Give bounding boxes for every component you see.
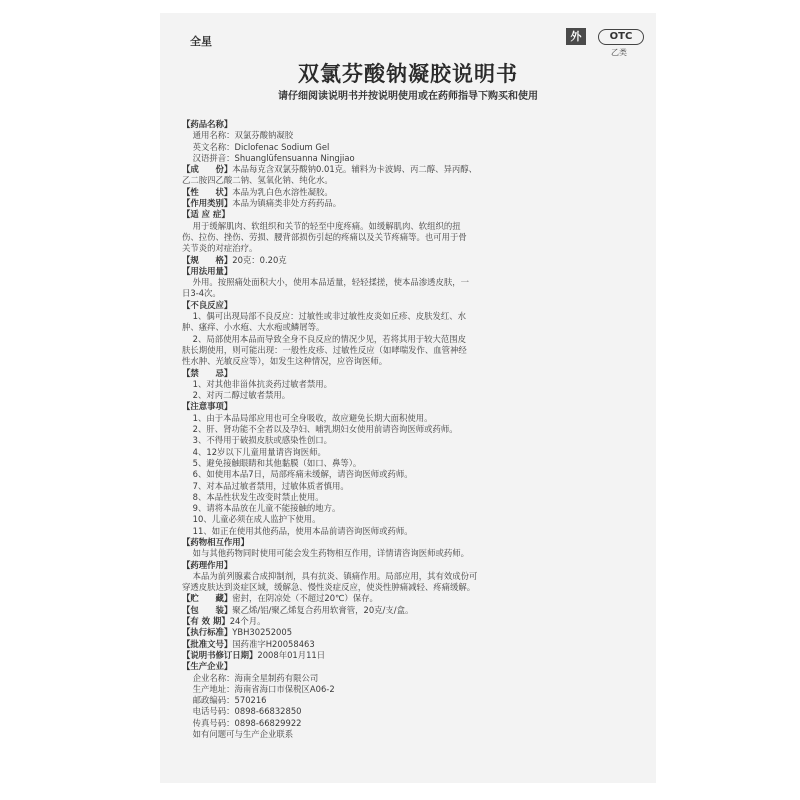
line-text: 乙二胺四乙酸二钠、氢氧化钠、纯化水。 [182, 175, 333, 186]
content-line [182, 345, 638, 356]
line-text: 10、儿童必须在成人监护下使用。 [182, 514, 321, 525]
section-label: 【性 状】 [182, 186, 233, 197]
line-text: 通用名称：双氯芬酸钠凝胶 [182, 130, 294, 141]
line-text: 外用。按照痛处面积大小，使用本品适量，轻轻揉搓，使本品渗透皮肤，一 [182, 277, 470, 288]
line-text: 如与其他药物同时使用可能会发生药物相互作用，详情请咨询医师或药师。 [182, 548, 470, 559]
line-text: 1、由于本品局部应用也可全身吸收，故应避免长期大面积使用。 [182, 412, 433, 423]
content-line [182, 164, 638, 175]
content-line [182, 390, 638, 401]
content-line [182, 266, 638, 277]
content-line [182, 492, 638, 503]
otc-badge: OTC [598, 29, 644, 45]
section-label: 【批准文号】 [182, 638, 233, 649]
line-text: 邮政编码：570216 [182, 695, 267, 706]
line-text: 8、本品性状发生改变时禁止使用。 [182, 491, 324, 502]
section-label: 【适 应 症】 [182, 209, 230, 220]
content-line [182, 153, 638, 164]
content-line [182, 514, 638, 525]
line-text: 2008年01月11日 [257, 649, 326, 660]
content-line [182, 232, 638, 243]
content-line [182, 537, 638, 548]
section-label: 【不良反应】 [182, 299, 233, 310]
line-text: 9、请将本品放在儿童不能接触的地方。 [182, 503, 341, 514]
line-text: 用于缓解肌肉、软组织和关节的轻至中度疼痛。如缓解肌肉、软组织的扭 [182, 220, 461, 231]
document-subtitle: 请仔细阅读说明书并按说明使用或在药师指导下购买和使用 [278, 91, 538, 102]
line-text: 如有问题可与生产企业联系 [182, 729, 294, 740]
line-text: 性水肿、光敏反应等），如发生这种情况，应咨询医师。 [182, 356, 388, 367]
content-line [182, 311, 638, 322]
line-text: 2、局部使用本品而导致全身不良反应的情况少见，若将其用于较大范围皮 [182, 333, 466, 344]
content-line [182, 401, 638, 412]
content-line [182, 209, 638, 220]
section-label: 【执行标准】 [182, 627, 233, 638]
brand-logo: 全星 [190, 35, 212, 48]
content-line [182, 571, 638, 582]
section-label: 【药品名称】 [182, 119, 233, 129]
content-line [182, 593, 638, 604]
line-text: 4、12岁以下儿童用量请咨询医师。 [182, 446, 326, 457]
otc-class-label: 乙类 [611, 48, 627, 57]
content-line [182, 424, 638, 435]
content-line [182, 288, 638, 299]
content-line [182, 627, 638, 638]
line-text: 7、对本品过敏者禁用，过敏体质者慎用。 [182, 480, 349, 491]
content-line [182, 706, 638, 717]
line-text: 汉语拼音：Shuanglüfensuanna Ningjiao [182, 152, 355, 163]
content-line [182, 582, 638, 593]
content-line [182, 277, 638, 288]
line-text: YBH30252005 [232, 627, 293, 638]
content-line [182, 560, 638, 571]
content-line [182, 469, 638, 480]
section-label: 【成 份】 [182, 164, 233, 175]
line-text: 本品为前列腺素合成抑制剂，具有抗炎、镇痛作用。局部应用，其有效成份可 [182, 570, 478, 581]
document-title: 双氯芬酸钠凝胶说明书 [298, 62, 518, 86]
line-text: 生产地址：海南省海口市保税区A06-2 [182, 683, 335, 694]
line-text: 日3-4次。 [182, 288, 221, 299]
line-text: 企业名称：海南全星制药有限公司 [182, 672, 319, 683]
content-line [182, 187, 638, 198]
content-line [182, 718, 638, 729]
line-text: 本品为乳白色水溶性凝胶。 [232, 186, 333, 197]
line-text: 关节炎的对症治疗。 [182, 243, 258, 254]
content-line [182, 175, 638, 186]
section-label: 【贮 藏】 [182, 593, 233, 604]
leaflet-content [182, 119, 638, 740]
content-line [182, 334, 638, 345]
line-text: 5、避免接触眼睛和其他黏膜（如口、鼻等）。 [182, 457, 362, 468]
content-line [182, 447, 638, 458]
content-line [182, 526, 638, 537]
content-line [182, 684, 638, 695]
section-label: 【药物相互作用】 [182, 536, 249, 547]
content-line [182, 130, 638, 141]
content-line [182, 322, 638, 333]
line-text: 11、如正在使用其他药品，使用本品前请咨询医师或药师。 [182, 525, 413, 536]
section-label: 【生产企业】 [182, 661, 233, 672]
content-line [182, 119, 638, 130]
section-label: 【包 装】 [182, 604, 233, 615]
line-text: 2、对丙二醇过敏者禁用。 [182, 390, 291, 401]
section-label: 【用法用量】 [182, 265, 233, 276]
content-line [182, 243, 638, 254]
line-text: 3、不得用于破损皮肤或感染性创口。 [182, 435, 332, 446]
content-line [182, 616, 638, 627]
content-line [182, 142, 638, 153]
section-label: 【药理作用】 [182, 559, 233, 570]
line-text: 聚乙烯/铝/聚乙烯复合药用软膏管，20克/支/盒。 [232, 604, 414, 615]
line-text: 1、对其他非甾体抗炎药过敏者禁用。 [182, 378, 332, 389]
line-text: 传真号码：0898-66829922 [182, 717, 302, 728]
section-label: 【规 格】 [182, 254, 233, 265]
content-line [182, 221, 638, 232]
content-line [182, 198, 638, 209]
line-text: 6、如使用本品7日，局部疼痛未缓解，请咨询医师或药师。 [182, 469, 413, 480]
content-line [182, 368, 638, 379]
line-text: 1、偶可出现局部不良反应：过敏性或非过敏性皮炎如丘疹、皮肤发红、水 [182, 311, 466, 322]
line-text: 本品每克含双氯芬酸钠0.01克。辅料为卡波姆、丙二醇、异丙醇、 [232, 164, 478, 175]
content-line [182, 661, 638, 672]
content-line [182, 435, 638, 446]
section-label: 【注意事项】 [182, 401, 233, 412]
content-line [182, 356, 638, 367]
line-text: 本品为镇痛类非处方药药品。 [232, 198, 342, 209]
line-text: 密封，在阴凉处（不超过20℃）保存。 [232, 593, 378, 604]
line-text: 肿、瘙痒、小水疱、大水疱或鳞屑等。 [182, 322, 325, 333]
content-line [182, 548, 638, 559]
content-line [182, 503, 638, 514]
external-use-badge: 外 [566, 28, 586, 45]
section-label: 【禁 忌】 [182, 367, 233, 378]
content-line [182, 300, 638, 311]
line-text: 20克：0.20克 [232, 254, 287, 265]
line-text: 伤、拉伤、挫伤、劳损、腰背部损伤引起的疼痛以及关节疼痛等。也可用于骨 [182, 231, 467, 242]
content-line [182, 458, 638, 469]
content-line [182, 650, 638, 661]
content-line [182, 481, 638, 492]
line-text: 肤长期使用，则可能出现：一般性皮疹、过敏性反应（如哮喘发作、血管神经 [182, 344, 467, 355]
content-line [182, 639, 638, 650]
content-line [182, 729, 638, 740]
line-text: 电话号码：0898-66832850 [182, 706, 302, 717]
line-text: 穿透皮肤达到炎症区域，缓解急、慢性炎症反应，使炎性肿痛减轻、疼痛缓解。 [182, 582, 476, 593]
content-line [182, 413, 638, 424]
line-text: 2、肝、肾功能不全者以及孕妇、哺乳期妇女使用前请咨询医师或药师。 [182, 424, 458, 435]
content-line [182, 673, 638, 684]
line-text: 24个月。 [229, 616, 266, 627]
content-line [182, 605, 638, 616]
content-line [182, 255, 638, 266]
line-text: 国药准字H20058463 [232, 638, 315, 649]
section-label: 【有 效 期】 [182, 616, 230, 627]
content-line [182, 695, 638, 706]
section-label: 【说明书修订日期】 [182, 649, 258, 660]
line-text: 英文名称：Diclofenac Sodium Gel [182, 141, 330, 152]
content-line [182, 379, 638, 390]
section-label: 【作用类别】 [182, 198, 233, 209]
